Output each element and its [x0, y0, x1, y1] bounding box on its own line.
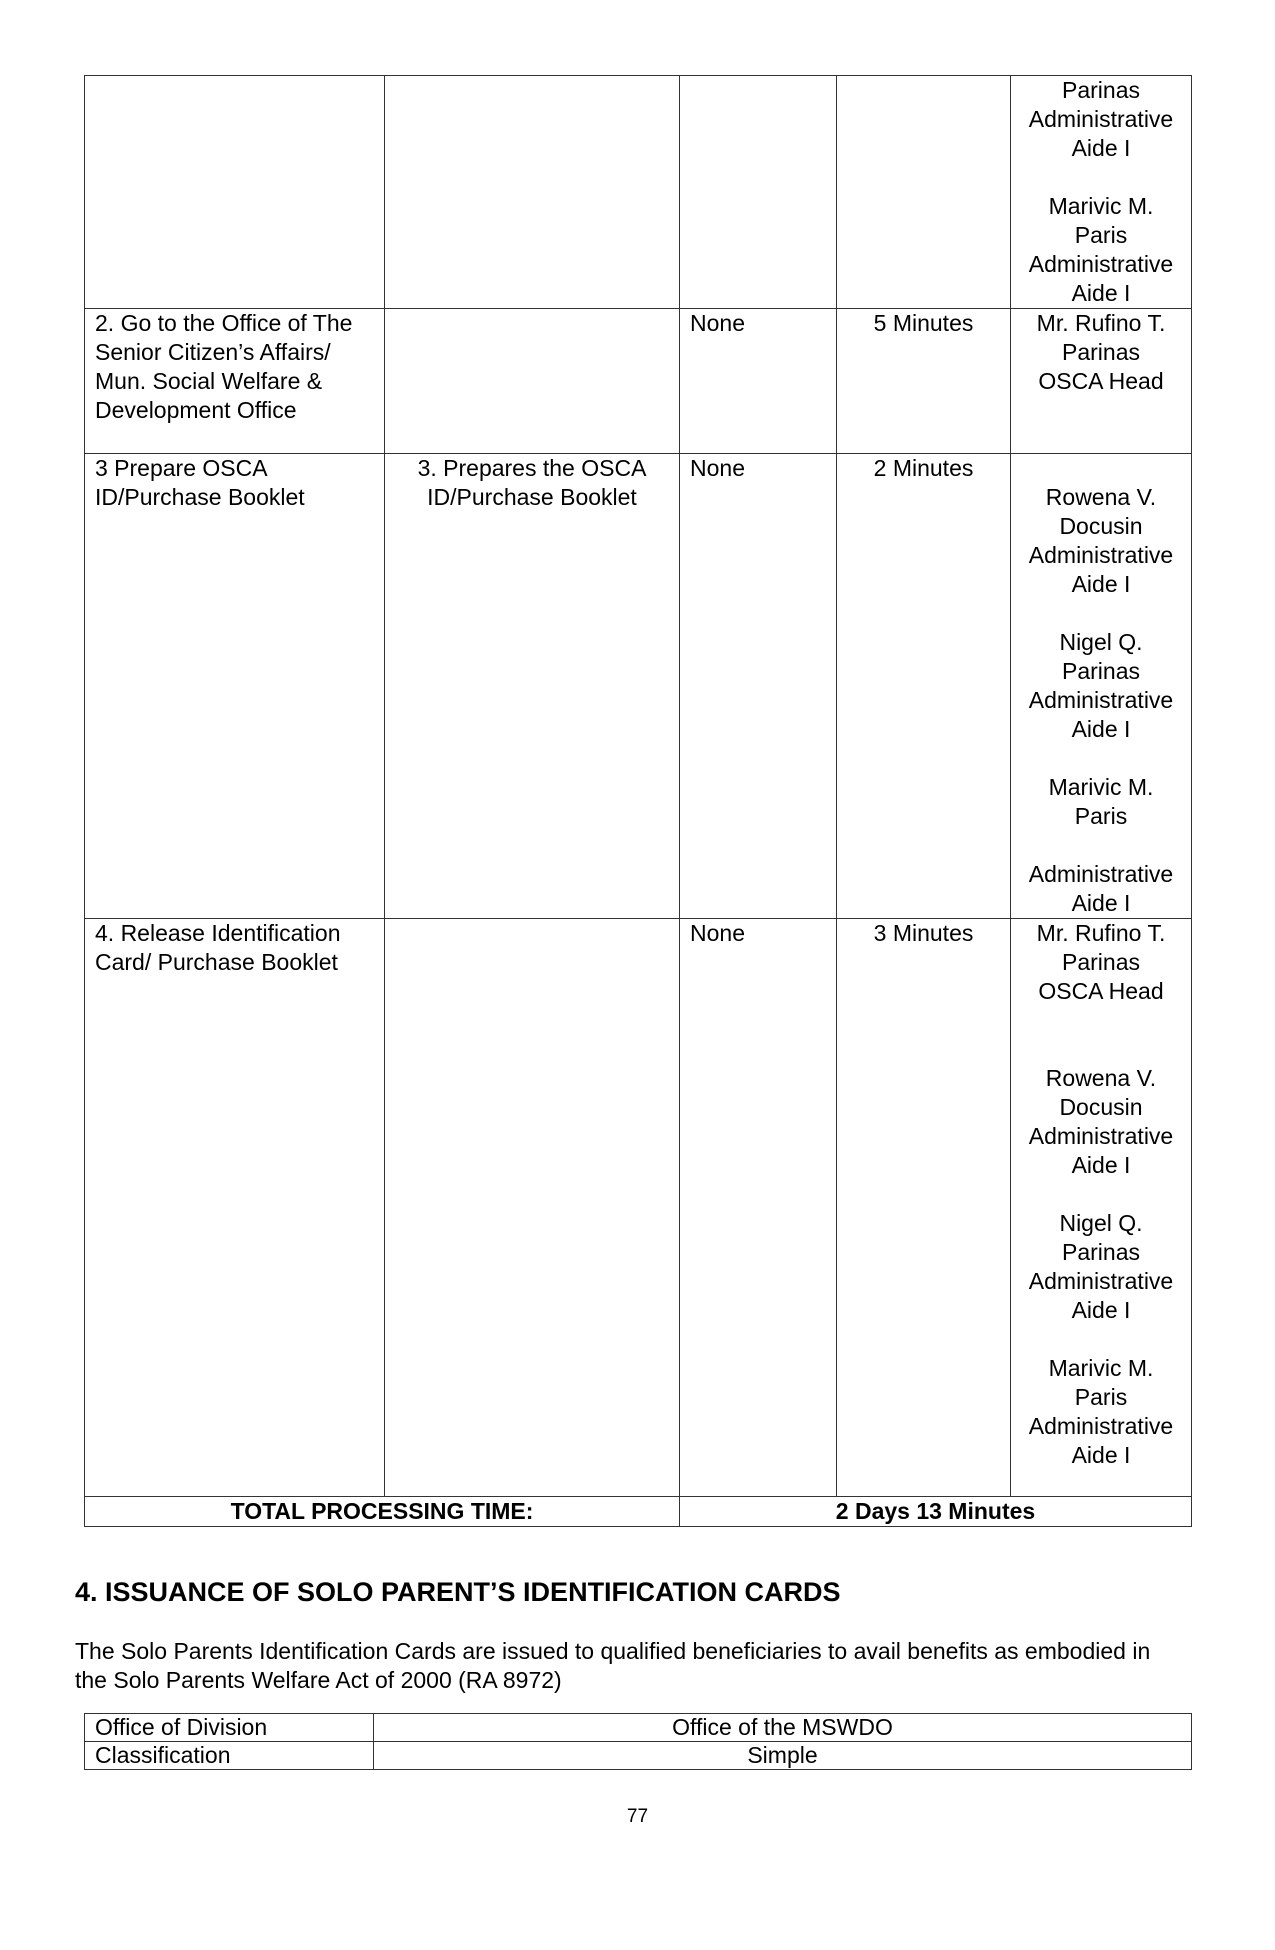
total-processing-time-value: 2 Days 13 Minutes: [680, 1497, 1192, 1527]
table-row: [85, 309, 1192, 454]
fees-cell: None: [680, 309, 837, 454]
time-cell: 5 Minutes: [837, 309, 1011, 454]
section-intro: The Solo Parents Identification Cards are issued to qualified beneficiaries to avail benefits as embodied in the Solo Parents Welfare Act of 2000 (RA 8972): [75, 1638, 1151, 1693]
info-value: Office of the MSWDO: [374, 1714, 1192, 1742]
info-value: Simple: [374, 1742, 1192, 1770]
fees-cell: None: [680, 454, 837, 919]
action-cell: [385, 919, 680, 1497]
process-table: [84, 75, 1192, 1527]
page-number: 77: [626, 1806, 649, 1827]
action-cell: [385, 76, 680, 309]
step-cell: 4. Release Identification Card/ Purchase Booklet: [85, 919, 385, 1497]
info-row: [85, 1742, 1192, 1770]
persons-cell: Parinas Administrative Aide I Marivic M. Paris Administrative Aide I: [1011, 76, 1192, 309]
table-row: [85, 454, 1192, 919]
step-cell: 2. Go to the Office of The Senior Citizen’s Affairs/ Mun. Social Welfare & Development Office: [85, 309, 385, 454]
table-row: [85, 919, 1192, 1497]
time-cell: [837, 76, 1011, 309]
action-cell: [385, 309, 680, 454]
time-cell: 3 Minutes: [837, 919, 1011, 1497]
table-row: [85, 76, 1192, 309]
action-cell: 3. Prepares the OSCA ID/Purchase Booklet: [385, 454, 680, 919]
time-cell: 2 Minutes: [837, 454, 1011, 919]
step-cell: [85, 76, 385, 309]
total-row: [85, 1497, 1192, 1527]
info-row: [85, 1714, 1192, 1742]
step-cell: 3 Prepare OSCA ID/Purchase Booklet: [85, 454, 385, 919]
persons-cell: Mr. Rufino T. Parinas OSCA Head: [1011, 309, 1192, 454]
total-processing-time-label: TOTAL PROCESSING TIME:: [85, 1497, 680, 1527]
fees-cell: None: [680, 919, 837, 1497]
info-label: Office of Division: [85, 1714, 374, 1742]
persons-cell: Mr. Rufino T. Parinas OSCA Head Rowena V. Docusin Administrative Aide I Nigel Q. Parinas Administrative Aide I Marivic M. Paris Administrative Aide I: [1011, 919, 1192, 1497]
info-label: Classification: [85, 1742, 374, 1770]
persons-cell: Rowena V. Docusin Administrative Aide I Nigel Q. Parinas Administrative Aide I Marivic M. Paris Administrative Aide I: [1011, 454, 1192, 919]
office-info-table: [84, 1713, 1192, 1770]
section-title: 4. ISSUANCE OF SOLO PARENT’S IDENTIFICATION CARDS: [75, 1577, 841, 1607]
fees-cell: [680, 76, 837, 309]
